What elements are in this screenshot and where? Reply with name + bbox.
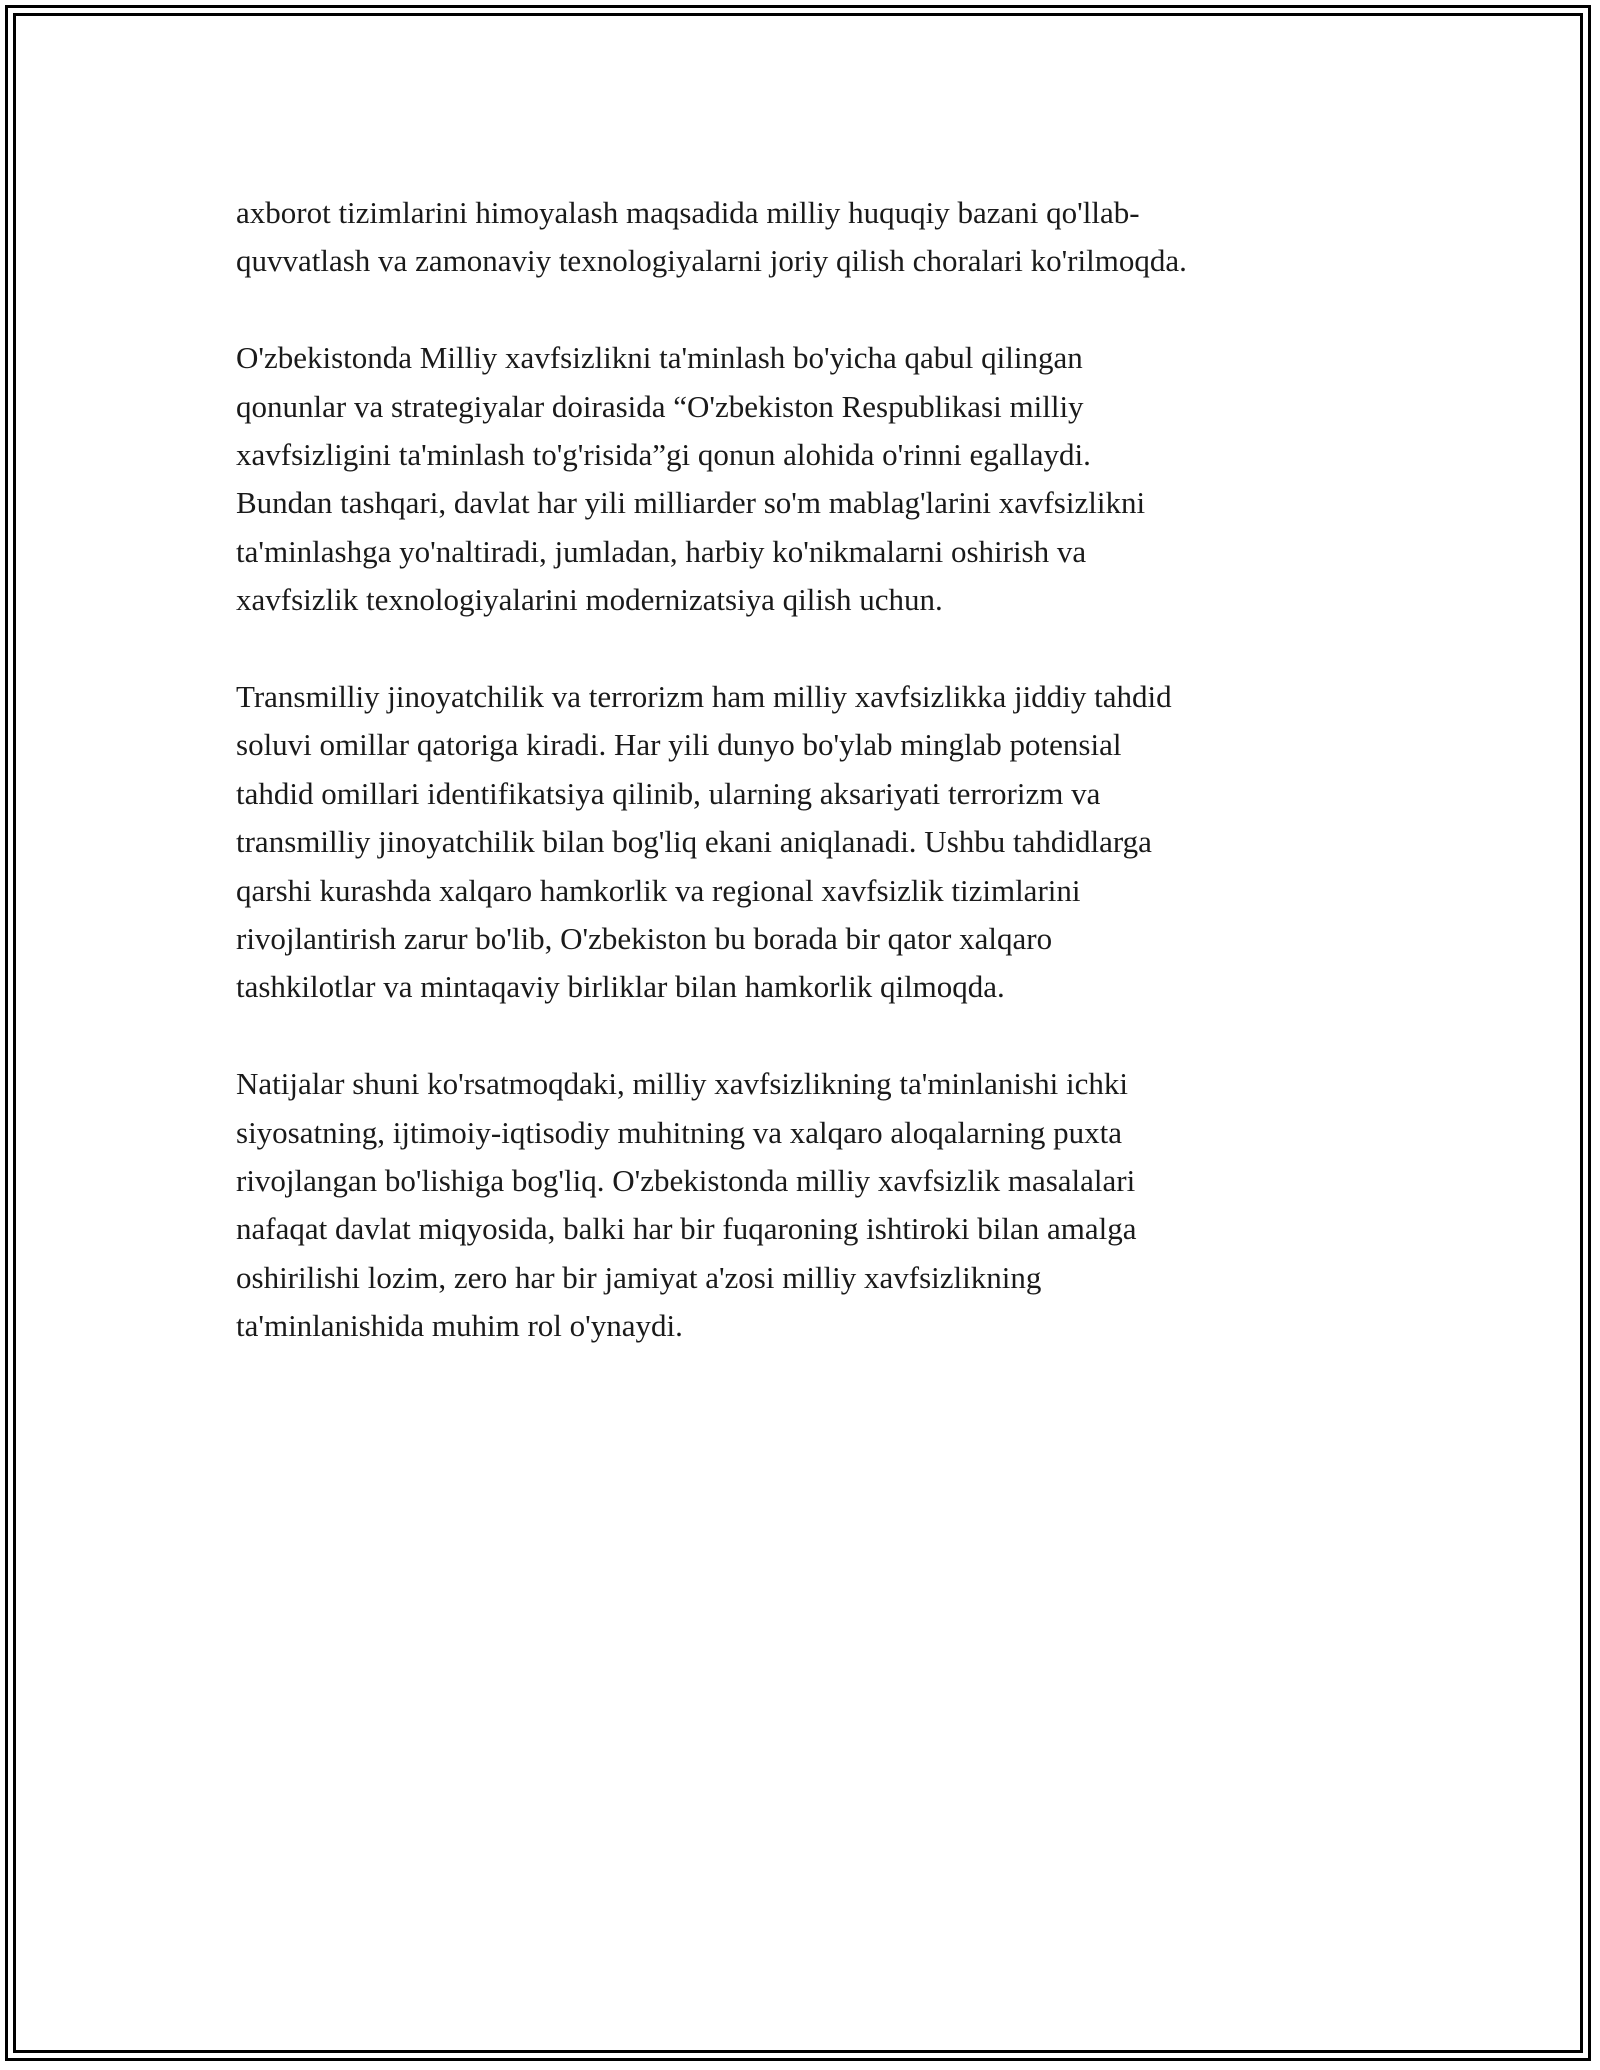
text-line: axborot tizimlarini himoyalash maqsadida milliy huquqiy bazani qo'llab- xyxy=(236,195,1140,230)
text-line: oshirilishi lozim, zero har bir jamiyat a'zosi milliy xavfsizlikning xyxy=(236,1259,1042,1295)
text-line: nafaqat davlat miqyosida, balki har bir fuqaroning ishtiroki bilan amalga xyxy=(236,1211,1137,1247)
text-line: qarshi kurashda xalqaro hamkorlik va regional xavfsizlik tizimlarini xyxy=(236,872,1081,908)
paragraph-4 xyxy=(236,1060,1416,1350)
text-line: Natijalar shuni ko'rsatmoqdaki, milliy xavfsizlikning ta'minlanishi ichki xyxy=(236,1066,1128,1102)
text-line: qonunlar va strategiyalar doirasida “O'zbekiston Respublikasi milliy xyxy=(236,388,1084,424)
document-body xyxy=(236,189,1416,1399)
text-line: soluvi omillar qatoriga kiradi. Har yili dunyo bo'ylab minglab potensial xyxy=(236,727,1122,763)
paragraph-1 xyxy=(236,189,1416,286)
text-line: Transmilliy jinoyatchilik va terrorizm ham milliy xavfsizlikka jiddiy tahdid xyxy=(236,679,1172,715)
text-line: ta'minlanishida muhim rol o'ynaydi. xyxy=(236,1308,683,1344)
text-line: quvvatlash va zamonaviy texnologiyalarni joriy qilish choralari ko'rilmoqda. xyxy=(236,243,1187,279)
text-line: transmilliy jinoyatchilik bilan bog'liq ekani aniqlanadi. Ushbu tahdidlarga xyxy=(236,824,1152,860)
text-line: Bundan tashqari, davlat har yili milliarder so'm mablag'larini xavfsizlikni xyxy=(236,485,1146,521)
text-line: tahdid omillari identifikatsiya qilinib, ularning aksariyati terrorizm va xyxy=(236,775,1101,811)
text-line: rivojlantirish zarur bo'lib, O'zbekiston bu borada bir qator xalqaro xyxy=(236,921,1053,957)
text-line: siyosatning, ijtimoiy-iqtisodiy muhitning va xalqaro aloqalarning puxta xyxy=(236,1114,1122,1150)
paragraph-2 xyxy=(236,334,1416,624)
paragraph-3 xyxy=(236,673,1416,1012)
text-line: xavfsizligini ta'minlash to'g'risida”gi qonun alohida o'rinni egallaydi. xyxy=(236,437,1091,473)
text-line: xavfsizlik texnologiyalarini modernizatsiya qilish uchun. xyxy=(236,582,943,618)
text-line: rivojlangan bo'lishiga bog'liq. O'zbekistonda milliy xavfsizlik masalalari xyxy=(236,1163,1136,1199)
text-line: tashkilotlar va mintaqaviy birliklar bilan hamkorlik qilmoqda. xyxy=(236,969,1005,1005)
text-line: ta'minlashga yo'naltiradi, jumladan, harbiy ko'nikmalarni oshirish va xyxy=(236,533,1087,569)
text-line: O'zbekistonda Milliy xavfsizlikni ta'minlash bo'yicha qabul qilingan xyxy=(236,340,1083,376)
